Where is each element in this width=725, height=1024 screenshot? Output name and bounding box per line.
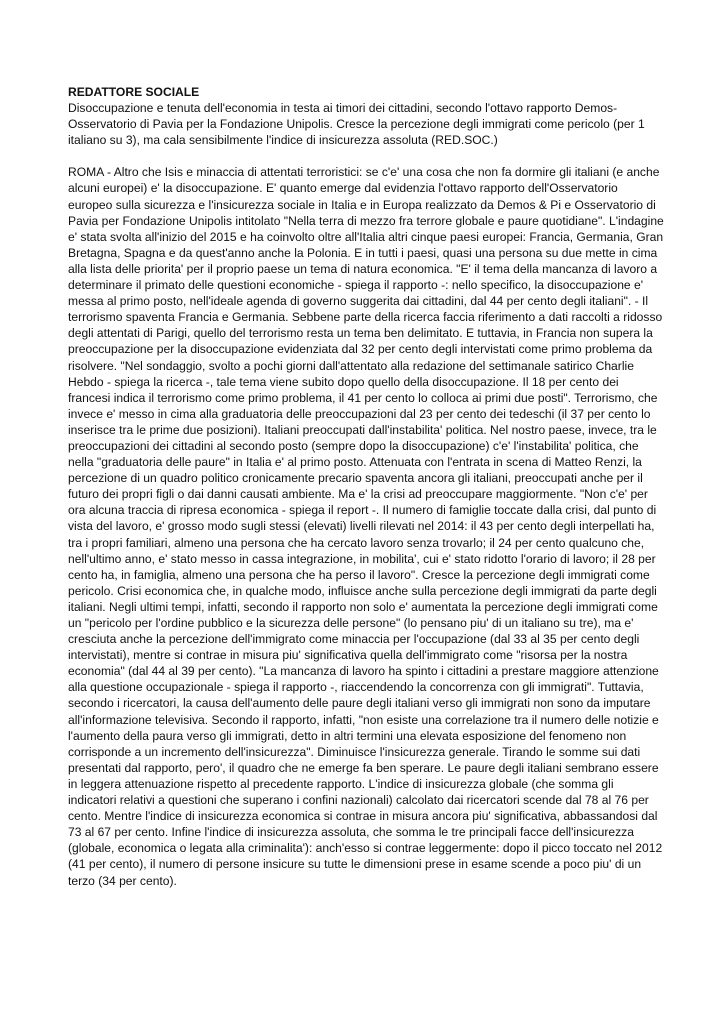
document-body: ROMA - Altro che Isis e minaccia di attentati terroristici: se c'e' una cosa che non fa dormire gli italiani (e anche alcuni europei) e' la disoccupazione. E' quanto emerge dal evidenzia l'ottavo rapporto dell'Osservatorio europeo sulla sicurezza e l'insicurezza sociale in Italia e in Europa realizzato da Demos & Pi e Osservatorio di Pavia per Fondazione Unipolis intitolato "Nella terra di mezzo fra terrore globale e paure quotidiane". L'indagine e' stata svolta all'inizio del 2015 e ha coinvolto oltre all'Italia altri cinque paesi europei: Francia, Germania, Gran Bretagna, Spagna e da quest'anno anche la Polonia. E in tutti i paesi, quasi una persona su due mette in cima alla lista delle priorita' per il proprio paese un tema di natura economica. "E' il tema della mancanza di lavoro a determinare il primato delle questioni economiche - spiega il rapporto -: nello specifico, la disoccupazione e' messa al primo posto, nell'ideale agenda di governo suggerita dai cittadini, dal 44 per cento degli italiani". - Il terrorismo spaventa Francia e Germania. Sebbene parte della ricerca faccia riferimento a dati raccolti a ridosso degli attentati di Parigi, quello del terrorismo resta un tema ben delimitato. E tuttavia, in Francia non supera la preoccupazione per la disoccupazione evidenziata dal 32 per cento degli intervistati come primo problema da risolvere. "Nel sondaggio, svolto a pochi giorni dall'attentato alla redazione del settimanale satirico Charlie Hebdo - spiega la ricerca -, tale tema viene subito dopo quello della disoccupazione. Il 18 per cento dei francesi indica il terrorismo come primo problema, il 41 per cento lo colloca ai primi due posti". Terrorismo, che invece e' messo in cima alla graduatoria delle preoccupazioni dal 23 per cento dei tedeschi (il 37 per cento lo inserisce tra le prime due posizioni). Italiani preoccupati dall'instabilita' politica. Nel nostro paese, invece, tra le preoccupazioni dei cittadini al secondo posto (sempre dopo la disoccupazione) c'e' l'instabilita' politica, che nella "graduatoria delle paure" in Italia e' al primo posto. Attenuata con l'entrata in scena di Matteo Renzi, la percezione di un quadro politico cronicamente precario spaventa ancora gli italiani, preoccupati anche per il futuro dei propri figli o dai danni causati ambiente. Ma e' la crisi ad preoccupare maggiormente. "Non c'e' per ora alcuna traccia di ripresa economica - spiega il report -. Il numero di famiglie toccate dalla crisi, dal punto di vista del lavoro, e' grosso modo sugli stessi (elevati) livelli rilevati nel 2014: il 43 per cento degli interpellati ha, tra i propri familiari, almeno una persona che ha cercato lavoro senza trovarlo; il 24 per cento qualcuno che, nell'ultimo anno, e' stato messo in cassa integrazione, in mobilita', cui e' stato ridotto l'orario di lavoro; il 28 per cento ha, in famiglia, almeno una persona che ha perso il lavoro". Cresce la percezione degli immigrati come pericolo. Crisi economica che, in qualche modo, influisce anche sulla percezione degli immigrati da parte degli italiani. Negli ultimi tempi, infatti, secondo il rapporto non solo e' aumentata la percezione degli immigrati come un "pericolo per l'ordine pubblico e la sicurezza delle persone" (lo pensano piu' di un italiano su tre), ma e' cresciuta anche la percezione dell'immigrato come minaccia per l'occupazione (dal 33 al 35 per cento degli intervistati), mentre si contrae in misura piu' significativa quella dell'immigrato come "risorsa per la nostra economia" (dal 44 al 39 per cento). "La mancanza di lavoro ha spinto i cittadini a prestare maggiore attenzione alla questione occupazionale - spiega il rapporto -, riaccendendo la concorrenza con gli immigrati". Tuttavia, secondo i ricercatori, la causa dell'aumento delle paure degli italiani verso gli immigrati non sono da imputare all'informazione televisiva. Secondo il rapporto, infatti, "non esiste una correlazione tra il numero delle notizie e l'aumento della paura verso gli immigrati, detto in altri termini una elevata esposizione del fenomeno non corrisponde a un incremento dell'insicurezza". Diminuisce l'insicurezza generale. Tirando le somme sui dati presentati dal rapporto, pero', il quadro che ne emerge fa ben sperare. Le paure degli italiani sembrano essere in leggera attenuazione rispetto al precedente rapporto. L'indice di insicurezza globale (che somma gli indicatori relativi a questioni che superano i confini nazionali) calcolato dai ricercatori scende dal 78 al 76 per cento. Mentre l'indice di insicurezza economica si contrae in misura ancora piu' significativa, abbassandosi dal 73 al 67 per cento. Infine l'indice di insicurezza assoluta, che somma le tre principali facce dell'insicurezza (globale, economica o legata alla criminalita'): anch'esso si contrae leggermente: dopo il picco toccato nel 2012 (41 per cento), il numero di persone insicure su tutte le dimensioni prese in esame scende a poco piu' di un terzo (34 per cento). [68, 165, 664, 888]
document-summary: Disoccupazione e tenuta dell'economia in testa ai timori dei cittadini, secondo l'ottavo rapporto Demos-Osservatorio di Pavia per la Fondazione Unipolis. Cresce la percezione degli immigrati come pericolo (per 1 italiano su 3), ma cala sensibilmente l'indice di insicurezza assoluta (RED.SOC.) [68, 101, 645, 148]
document-heading: REDATTORE SOCIALE [68, 85, 200, 99]
document-page [68, 84, 664, 889]
paragraph-spacer [68, 148, 664, 164]
